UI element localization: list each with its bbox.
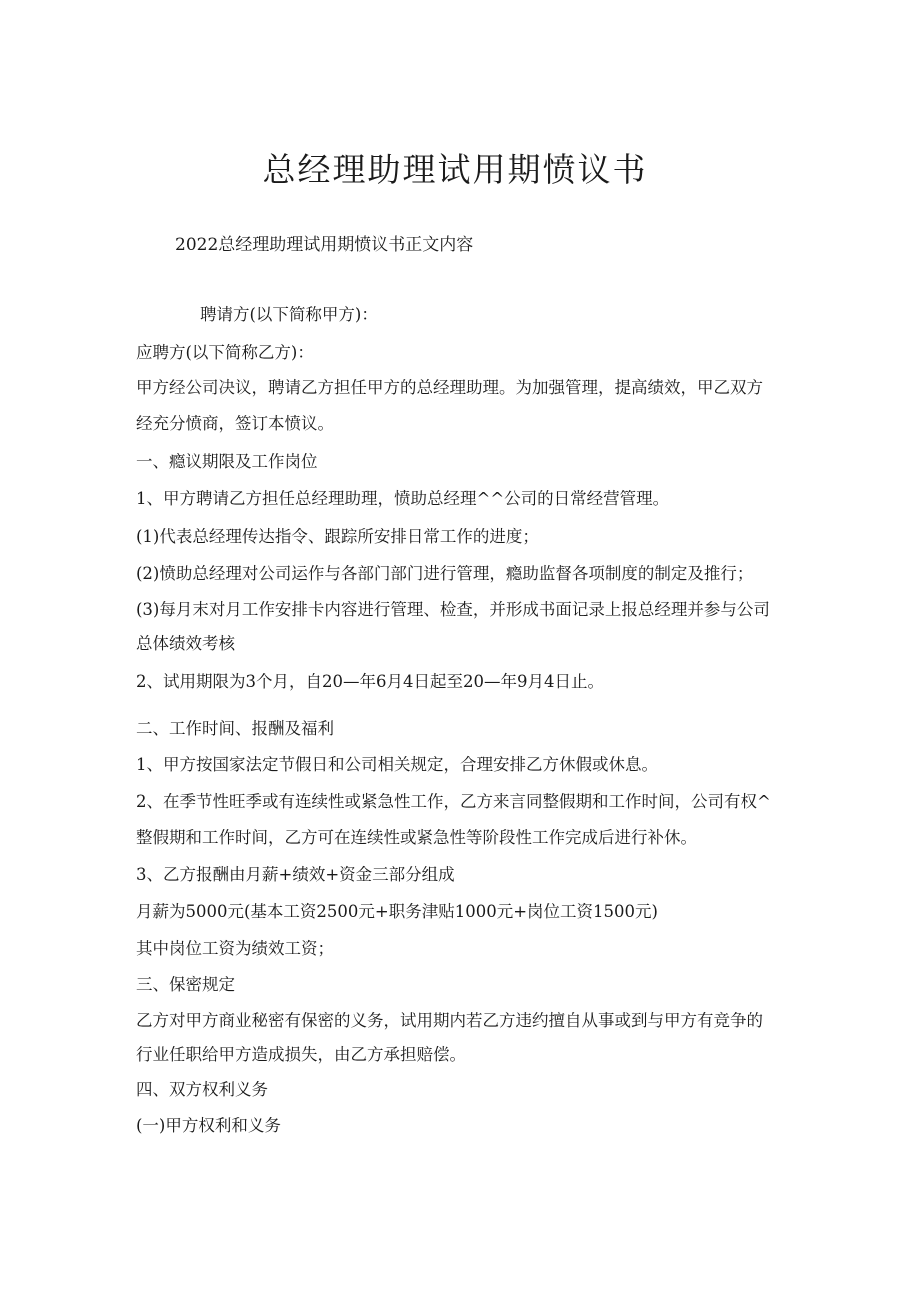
paragraph-line: 月薪为5000元(基本工资2500元+职务津贴1000元+岗位工资1500元) [136, 902, 658, 921]
document-title: 总经理助理试用期愤议书 [262, 150, 648, 189]
paragraph-line: 整假期和工作时间，乙方可在连续性或紧急性等阶段性工作完成后进行补休。 [136, 828, 697, 847]
paragraph-line: 总体绩效考核 [136, 634, 235, 653]
paragraph-line: 1、甲方聘请乙方担任总经理助理，愤助总经理^^公司的日常经营管理。 [136, 489, 670, 508]
paragraph-line: 甲方经公司决议，聘请乙方担任甲方的总经理助理。为加强管理，提高绩效，甲乙双方 [136, 378, 763, 397]
paragraph-line: 经充分愤商，签订本愤议。 [136, 414, 334, 433]
section-heading: 四、双方权利义务 [136, 1080, 268, 1099]
section-heading: 二、工作时间、报酬及福利 [136, 719, 334, 738]
paragraph-line: (2)愤助总经理对公司运作与各部门部门进行管理，瘾助监督各项制度的制定及推行； [136, 564, 754, 583]
party-a-line: 聘请方(以下简称甲方)： [200, 305, 378, 324]
party-b-line: 应聘方(以下简称乙方)： [136, 343, 314, 362]
paragraph-line: 乙方对甲方商业秘密有保密的义务，试用期内若乙方违约擅自从事或到与甲方有竞争的 [136, 1011, 763, 1030]
paragraph-line: (1)代表总经理传达指令、跟踪所安排日常工作的进度； [136, 527, 539, 546]
section-heading: 三、保密规定 [136, 975, 235, 994]
paragraph-line: 其中岗位工资为绩效工资； [136, 939, 334, 958]
document-subtitle: 2022总经理助理试用期愤议书正文内容 [175, 235, 474, 255]
paragraph-line: 行业任职给甲方造成损失，由乙方承担赔偿。 [136, 1045, 466, 1064]
subsection-heading: (一)甲方权利和义务 [136, 1116, 281, 1135]
section-heading: 一、瘾议期限及工作岗位 [136, 452, 318, 471]
paragraph-line: (3)每月末对月工作安排卡内容进行管理、检查，并形成书面记录上报总经理并参与公司 [136, 600, 770, 619]
paragraph-line: 2、在季节性旺季或有连续性或紧急性工作，乙方来言同整假期和工作时间，公司有权^ [136, 792, 771, 811]
paragraph-line: 3、乙方报酬由月薪+绩效+资金三部分组成 [136, 865, 455, 884]
paragraph-line: 2、试用期限为3个月，自20—年6月4日起至20—年9月4日止。 [136, 672, 604, 691]
paragraph-line: 1、甲方按国家法定节假日和公司相关规定，合理安排乙方休假或休息。 [136, 755, 658, 774]
